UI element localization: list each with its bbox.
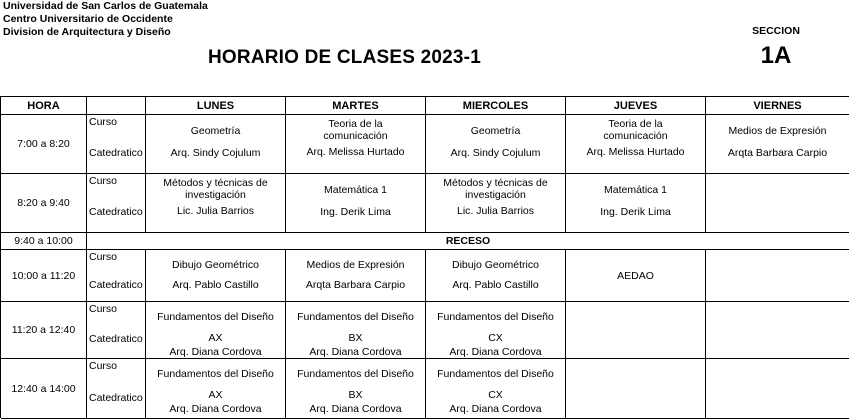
course-name: Teoria de la comunicación [603, 118, 668, 142]
course-cell [566, 302, 706, 359]
row-labels [87, 359, 146, 419]
column-header: HORA [1, 97, 87, 115]
course-cell [146, 302, 286, 359]
course-teacher: Arq. Pablo Castillo [172, 279, 259, 291]
course-label: Curso [89, 303, 118, 315]
course-label: Curso [89, 175, 118, 187]
time-slot: 12:40 a 14:00 [1, 359, 87, 419]
course-teacher: Arq. Diana Cordova [169, 403, 262, 415]
course-name: Matemática 1 [323, 184, 388, 196]
course-name: Fundamentos del Diseño [297, 311, 414, 323]
course-teacher: Arq. Diana Cordova [169, 346, 262, 358]
row-labels [87, 302, 146, 359]
course-teacher: Arq. Sindy Cojulum [450, 147, 541, 159]
course-name: Fundamentos del Diseño [297, 368, 414, 380]
course-cell [566, 174, 706, 233]
column-header: MARTES [286, 97, 426, 115]
column-header [87, 97, 146, 115]
column-header: JUEVES [566, 97, 706, 115]
course-name: Métodos y técnicas de investigación [163, 177, 268, 201]
course-name: Medios de Expresión [728, 125, 827, 137]
course-name: Geometría [190, 125, 241, 137]
time-slot: 8:20 a 9:40 [1, 174, 87, 233]
course-name: Matemática 1 [603, 184, 668, 196]
course-name: Métodos y técnicas de investigación [443, 177, 548, 201]
course-teacher: Arq. Melissa Hurtado [306, 146, 405, 158]
org-line-3: Division de Arquitectura y Diseño [3, 26, 171, 38]
course-cell [286, 250, 426, 302]
course-name: Medios de Expresión [306, 259, 405, 271]
org-line-2: Centro Universitario de Occidente [3, 13, 173, 25]
course-cell [146, 359, 286, 419]
course-teacher: Arq. Diana Cordova [309, 346, 402, 358]
course-cell [146, 174, 286, 233]
teacher-label: Catedratico [89, 392, 143, 404]
course-group: CX [488, 332, 503, 344]
course-group: BX [348, 332, 363, 344]
teacher-label: Catedratico [89, 206, 143, 218]
course-cell [706, 174, 849, 233]
course-cell [426, 359, 566, 419]
course-group: CX [488, 389, 503, 401]
course-cell [706, 250, 849, 302]
course-teacher: Ing. Derik Lima [600, 206, 671, 218]
course-cell [706, 115, 849, 174]
teacher-label: Catedratico [89, 279, 143, 291]
course-group: AX [208, 332, 223, 344]
recess-label: RECESO [87, 233, 849, 250]
course-teacher: Arq. Diana Cordova [449, 403, 542, 415]
course-teacher: Ing. Derik Lima [320, 206, 391, 218]
course-name: Fundamentos del Diseño [437, 311, 554, 323]
row-labels [87, 115, 146, 174]
teacher-label: Catedratico [89, 333, 143, 345]
course-teacher: Lic. Julia Barrios [456, 205, 535, 217]
course-label: Curso [89, 116, 118, 128]
course-cell [286, 174, 426, 233]
schedule-table [0, 96, 849, 418]
org-line-1: Universidad de San Carlos de Guatemala [3, 0, 208, 12]
course-name: Fundamentos del Diseño [157, 368, 274, 380]
time-slot: 7:00 a 8:20 [1, 115, 87, 174]
course-cell: AEDAO [566, 250, 706, 302]
course-name: Dibujo Geométrico [172, 259, 259, 271]
course-cell [286, 359, 426, 419]
teacher-label: Catedratico [89, 147, 143, 159]
column-header: LUNES [146, 97, 286, 115]
course-group: AX [208, 389, 223, 401]
time-slot: 10:00 a 11:20 [1, 250, 87, 302]
course-cell [426, 250, 566, 302]
course-name: Dibujo Geométrico [452, 259, 539, 271]
row-labels [87, 174, 146, 233]
course-label: Curso [89, 251, 118, 263]
course-teacher: Arqta Barbara Carpio [727, 147, 828, 159]
course-cell [146, 115, 286, 174]
time-slot: 9:40 a 10:00 [1, 233, 87, 250]
course-cell [426, 302, 566, 359]
row-labels [87, 250, 146, 302]
course-teacher: Lic. Julia Barrios [176, 205, 255, 217]
course-group: BX [348, 389, 363, 401]
course-label: Curso [89, 360, 118, 372]
course-name: Fundamentos del Diseño [437, 368, 554, 380]
course-cell [566, 359, 706, 419]
section-value: 1A [760, 42, 792, 69]
course-cell [706, 302, 849, 359]
section-label: SECCION [752, 25, 800, 37]
course-teacher: Arqta Barbara Carpio [305, 279, 406, 291]
course-cell [286, 302, 426, 359]
course-name: Geometría [470, 125, 521, 137]
column-header: MIERCOLES [426, 97, 566, 115]
course-cell [706, 359, 849, 419]
course-cell [146, 250, 286, 302]
course-name: Teoria de la comunicación [323, 118, 388, 142]
course-teacher: Arq. Melissa Hurtado [586, 146, 685, 158]
course-teacher: Arq. Pablo Castillo [452, 279, 539, 291]
course-teacher: Arq. Sindy Cojulum [170, 147, 261, 159]
column-header: VIERNES [706, 97, 849, 115]
course-teacher: Arq. Diana Cordova [449, 346, 542, 358]
course-teacher: Arq. Diana Cordova [309, 403, 402, 415]
time-slot: 11:20 a 12:40 [1, 302, 87, 359]
course-cell [566, 115, 706, 174]
course-cell [426, 174, 566, 233]
page-title: HORARIO DE CLASES 2023-1 [208, 47, 481, 68]
course-name: Fundamentos del Diseño [157, 311, 274, 323]
course-cell [286, 115, 426, 174]
course-cell [426, 115, 566, 174]
